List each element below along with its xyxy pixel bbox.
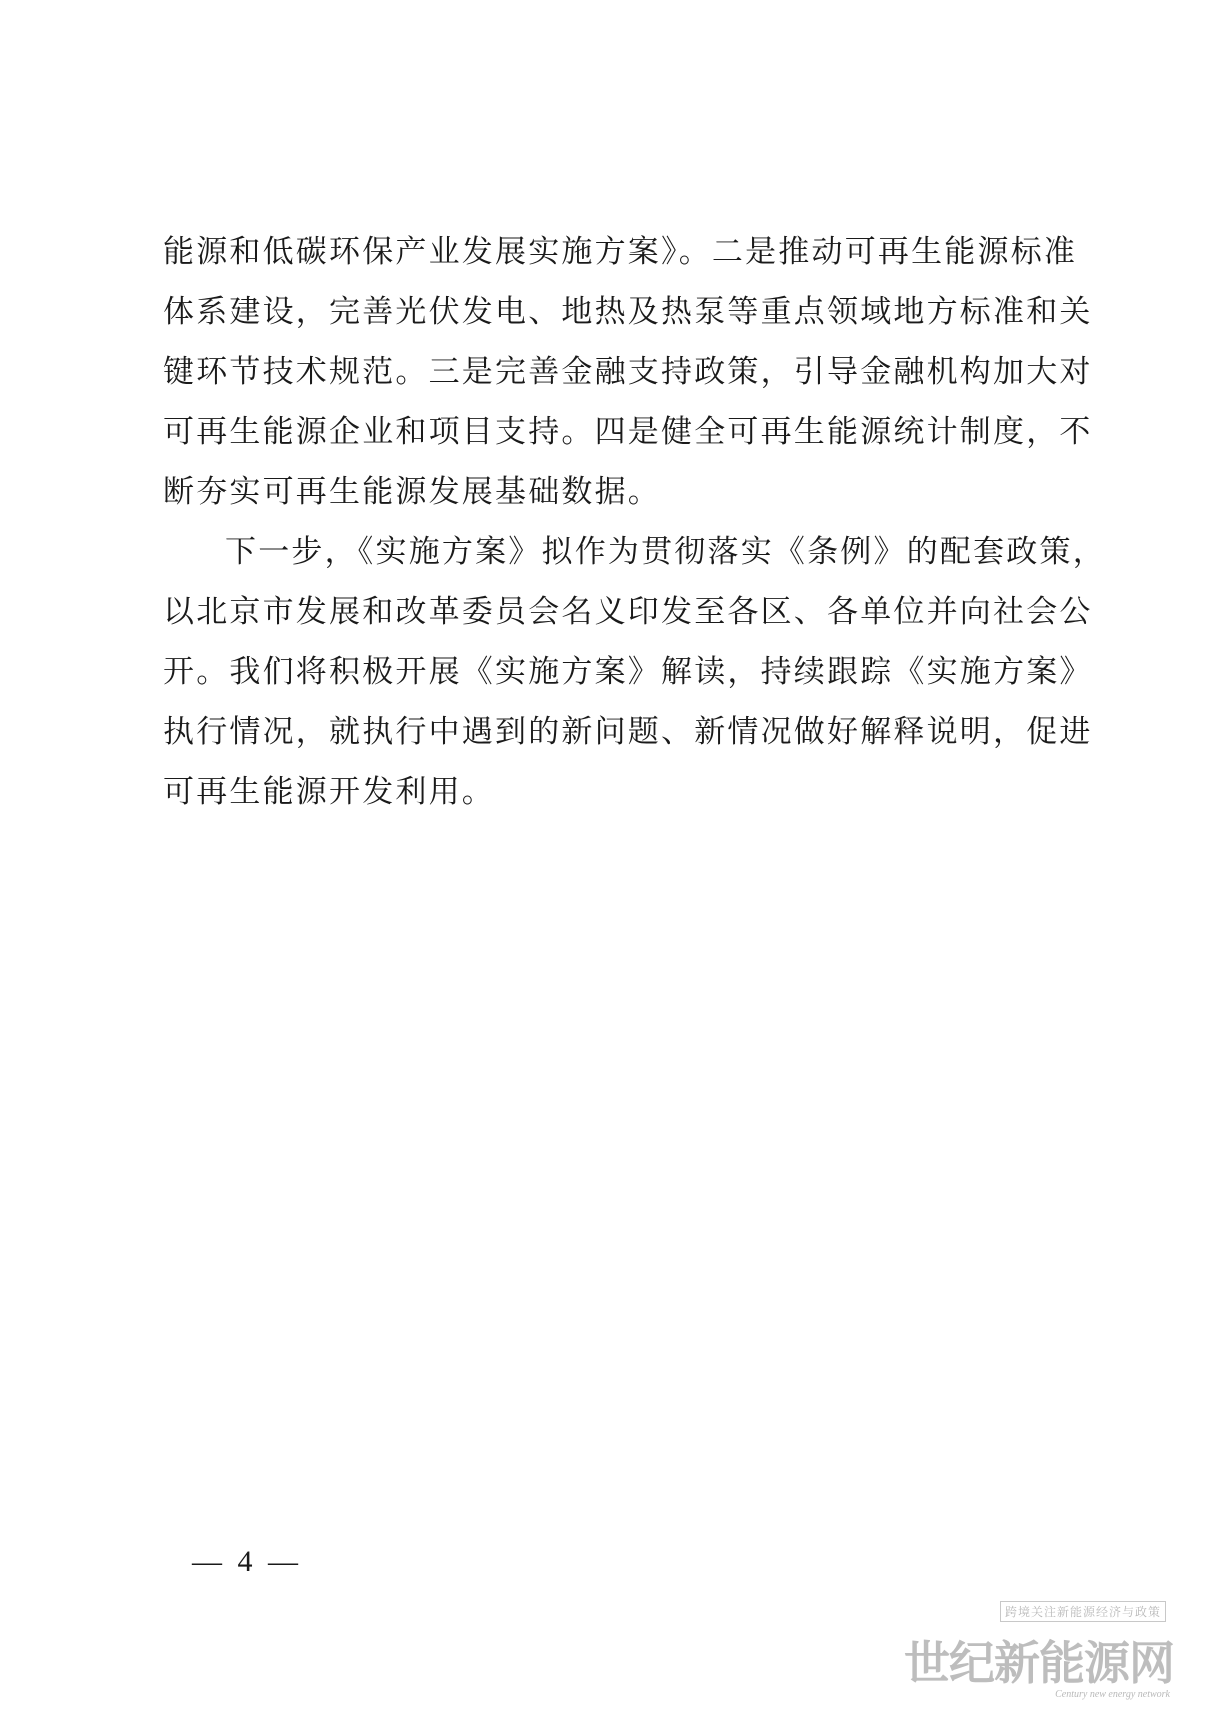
watermark-tagline: 跨境关注新能源经济与政策 <box>1000 1601 1166 1622</box>
text-line: 断夯实可再生能源发展基础数据。 <box>163 474 661 510</box>
text-line: 以北京市发展和改革委员会名义印发至各区、各单位并向社会公 <box>163 594 1093 630</box>
body-text <box>163 222 1106 822</box>
text-line: 体系建设，完善光伏发电、地热及热泵等重点领域地方标准和关 <box>163 294 1093 330</box>
text-line: 可再生能源开发利用。 <box>163 774 495 810</box>
text-line: 开。我们将积极开展《实施方案》解读，持续跟踪《实施方案》 <box>163 654 1093 690</box>
text-line: 执行情况，就执行中遇到的新问题、新情况做好解释说明，促进 <box>163 714 1093 750</box>
watermark-subtitle: Century new energy network <box>1055 1689 1170 1700</box>
text-line: 可再生能源企业和项目支持。四是健全可再生能源统计制度，不 <box>163 414 1093 450</box>
watermark-name: 世纪新能源网 <box>904 1636 1174 1690</box>
text-line: 下一步，《实施方案》拟作为贯彻落实《条例》的配套政策， <box>225 534 1106 570</box>
watermark-logo <box>904 1601 1180 1711</box>
text-line: 能源和低碳环保产业发展实施方案》。二是推动可再生能源标准 <box>163 234 1078 270</box>
page-number: — 4 — <box>192 1545 302 1578</box>
text-line: 键环节技术规范。三是完善金融支持政策，引导金融机构加大对 <box>163 354 1093 390</box>
